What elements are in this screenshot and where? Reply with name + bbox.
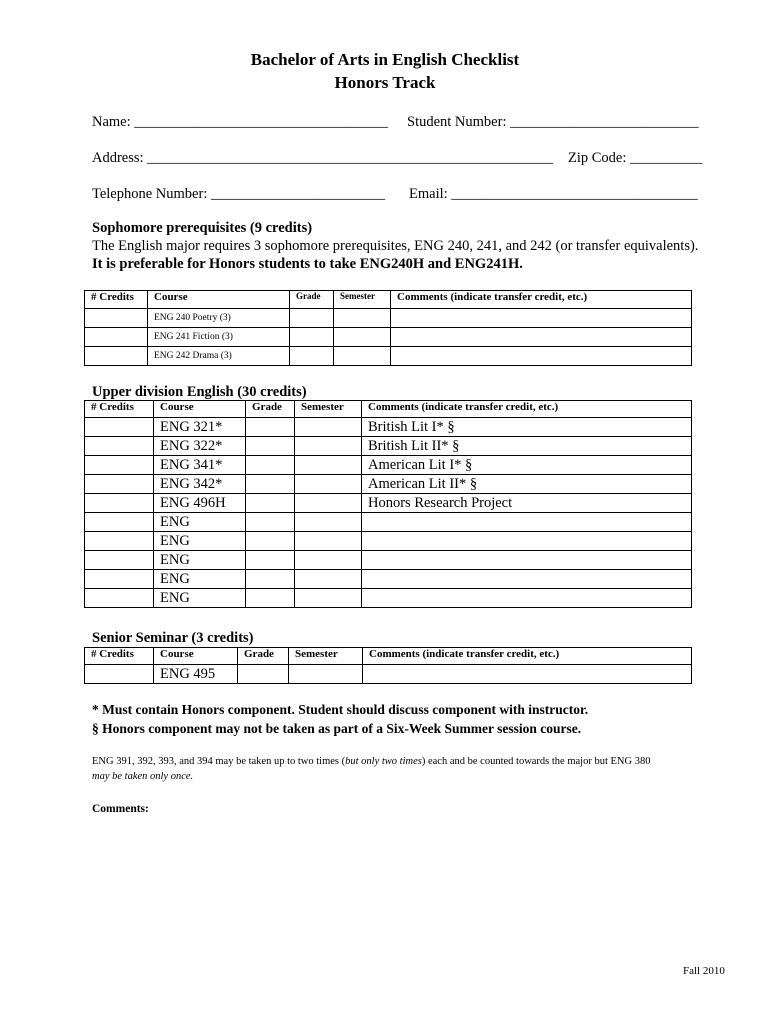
grade-cell[interactable]: [290, 328, 334, 347]
header-grade: Grade: [290, 291, 334, 309]
email-field[interactable]: Email: __________________________________: [409, 186, 698, 202]
table-row: [85, 309, 692, 328]
eng391-note: [92, 754, 650, 784]
grade-cell[interactable]: [290, 309, 334, 328]
credits-cell[interactable]: [85, 589, 154, 608]
course-cell: ENG 242 Drama (3): [148, 347, 290, 366]
sophomore-table: [84, 290, 692, 366]
grade-cell[interactable]: [246, 437, 295, 456]
table-row: [85, 570, 692, 589]
table-row: [85, 551, 692, 570]
table-row: [85, 328, 692, 347]
course-cell: ENG 240 Poetry (3): [148, 309, 290, 328]
header-course: Course: [154, 401, 246, 418]
credits-cell[interactable]: [85, 418, 154, 437]
credits-cell[interactable]: [85, 347, 148, 366]
semester-cell[interactable]: [334, 309, 391, 328]
table-row: [85, 589, 692, 608]
footer-date: Fall 2010: [683, 965, 725, 977]
course-cell: ENG 341*: [154, 456, 246, 475]
honors-component-note: * Must contain Honors component. Student should discuss component with instructor.: [92, 702, 589, 717]
semester-cell[interactable]: [295, 475, 362, 494]
zip-code-field[interactable]: Zip Code: __________: [568, 150, 703, 166]
address-field[interactable]: Address: ________________________________________________________: [92, 150, 554, 166]
grade-cell[interactable]: [246, 551, 295, 570]
course-cell: ENG 496H: [154, 494, 246, 513]
grade-cell[interactable]: [246, 513, 295, 532]
sophomore-heading: Sophomore prerequisites (9 credits): [92, 220, 313, 236]
student-number-field[interactable]: Student Number: __________________________: [407, 114, 699, 130]
telephone-field[interactable]: Telephone Number: ________________________: [92, 186, 385, 202]
table-row: [85, 418, 692, 437]
header-credits: # Credits: [85, 648, 154, 665]
course-cell: ENG: [154, 513, 246, 532]
table-header-row: [85, 401, 692, 418]
document-title: Bachelor of Arts in English Checklist: [250, 50, 520, 69]
table-header-row: [85, 291, 692, 309]
eng391-italic-2: may be taken only once.: [92, 771, 194, 782]
eng391-text-1: ENG 391, 392, 393, and 394 may be taken up to two times (: [92, 756, 346, 767]
credits-cell[interactable]: [85, 437, 154, 456]
grade-cell[interactable]: [246, 494, 295, 513]
grade-cell[interactable]: [290, 347, 334, 366]
header-comments: Comments (indicate transfer credit, etc.): [363, 648, 692, 665]
credits-cell[interactable]: [85, 328, 148, 347]
table-row: [85, 347, 692, 366]
table-row: [85, 437, 692, 456]
header-credits: # Credits: [85, 291, 148, 309]
credits-cell[interactable]: [85, 309, 148, 328]
eng391-italic-1: but only two times: [345, 756, 422, 767]
semester-cell[interactable]: [295, 570, 362, 589]
comments-cell[interactable]: [363, 665, 692, 684]
header-grade: Grade: [238, 648, 289, 665]
semester-cell[interactable]: [295, 456, 362, 475]
course-cell: ENG 342*: [154, 475, 246, 494]
sophomore-text: The English major requires 3 sophomore prerequisites, ENG 240, 241, and 242 (or transfer equivalents).: [92, 238, 699, 254]
course-cell: ENG 322*: [154, 437, 246, 456]
comments-cell[interactable]: American Lit II* §: [362, 475, 692, 494]
table-row: [85, 532, 692, 551]
table-row: [85, 513, 692, 532]
document-subtitle: Honors Track: [334, 73, 436, 92]
course-cell: ENG: [154, 589, 246, 608]
table-header-row: [85, 648, 692, 665]
grade-cell[interactable]: [246, 532, 295, 551]
header-comments: Comments (indicate transfer credit, etc.): [362, 401, 692, 418]
grade-cell[interactable]: [246, 475, 295, 494]
course-cell: ENG: [154, 570, 246, 589]
credits-cell[interactable]: [85, 665, 154, 684]
comments-cell[interactable]: [362, 570, 692, 589]
name-field[interactable]: Name: ___________________________________: [92, 114, 389, 130]
credits-cell[interactable]: [85, 513, 154, 532]
header-course: Course: [148, 291, 290, 309]
semester-cell[interactable]: [295, 551, 362, 570]
credits-cell[interactable]: [85, 456, 154, 475]
header-credits: # Credits: [85, 401, 154, 418]
upper-division-heading: Upper division English (30 credits): [92, 384, 307, 400]
header-semester: Semester: [295, 401, 362, 418]
grade-cell[interactable]: [246, 418, 295, 437]
senior-seminar-heading: Senior Seminar (3 credits): [92, 630, 254, 646]
credits-cell[interactable]: [85, 532, 154, 551]
header-grade: Grade: [246, 401, 295, 418]
comments-cell[interactable]: [362, 589, 692, 608]
course-cell: ENG 321*: [154, 418, 246, 437]
header-course: Course: [154, 648, 238, 665]
grade-cell[interactable]: [238, 665, 289, 684]
table-row: [85, 494, 692, 513]
comments-cell[interactable]: [391, 328, 692, 347]
header-semester: Semester: [289, 648, 363, 665]
comments-cell[interactable]: [362, 551, 692, 570]
grade-cell[interactable]: [246, 570, 295, 589]
senior-seminar-table: [84, 647, 692, 684]
grade-cell[interactable]: [246, 589, 295, 608]
semester-cell[interactable]: [295, 513, 362, 532]
comments-label: Comments:: [92, 803, 149, 815]
semester-cell[interactable]: [334, 347, 391, 366]
semester-cell[interactable]: [295, 494, 362, 513]
credits-cell[interactable]: [85, 494, 154, 513]
header-semester: Semester: [334, 291, 391, 309]
table-row: [85, 475, 692, 494]
table-row: [85, 456, 692, 475]
comments-cell[interactable]: [391, 309, 692, 328]
semester-cell[interactable]: [295, 532, 362, 551]
eng391-text-2: ) each and be counted towards the major but ENG 380: [421, 756, 651, 767]
header-comments: Comments (indicate transfer credit, etc.): [391, 291, 692, 309]
semester-cell[interactable]: [289, 665, 363, 684]
course-cell: ENG 241 Fiction (3): [148, 328, 290, 347]
credits-cell[interactable]: [85, 475, 154, 494]
credits-cell[interactable]: [85, 551, 154, 570]
semester-cell[interactable]: [295, 437, 362, 456]
comments-cell[interactable]: British Lit I* §: [362, 418, 692, 437]
upper-division-table: [84, 400, 692, 608]
comments-cell[interactable]: Honors Research Project: [362, 494, 692, 513]
comments-cell[interactable]: [362, 513, 692, 532]
semester-cell[interactable]: [295, 418, 362, 437]
comments-cell[interactable]: British Lit II* §: [362, 437, 692, 456]
course-cell: ENG 495: [154, 665, 238, 684]
sophomore-note: It is preferable for Honors students to take ENG240H and ENG241H.: [92, 256, 523, 272]
semester-cell[interactable]: [334, 328, 391, 347]
grade-cell[interactable]: [246, 456, 295, 475]
comments-cell[interactable]: [391, 347, 692, 366]
table-row: [85, 665, 692, 684]
course-cell: ENG: [154, 551, 246, 570]
credits-cell[interactable]: [85, 570, 154, 589]
semester-cell[interactable]: [295, 589, 362, 608]
comments-cell[interactable]: [362, 532, 692, 551]
summer-session-note: § Honors component may not be taken as part of a Six-Week Summer session course.: [92, 721, 582, 736]
course-cell: ENG: [154, 532, 246, 551]
comments-cell[interactable]: American Lit I* §: [362, 456, 692, 475]
